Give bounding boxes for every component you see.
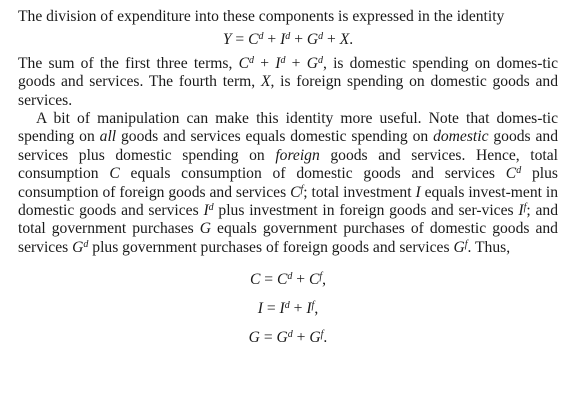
p1-text-a: The sum of the first three terms, bbox=[18, 54, 239, 72]
p1-text-c: , is foreign spending on domestic goods and services. bbox=[18, 73, 559, 109]
sup-d-2: d bbox=[285, 31, 291, 43]
p2-t4: goods and services. Hence, total consumption bbox=[18, 146, 558, 183]
p2-domestic: domestic bbox=[433, 128, 489, 146]
p1-g: G bbox=[306, 54, 318, 72]
lead-sentence bbox=[18, 8, 558, 26]
decomposition-equations bbox=[18, 265, 558, 352]
p2-cd: C bbox=[505, 165, 517, 183]
p2-t2: goods and services equals domestic spending on bbox=[116, 128, 434, 146]
p1-c: C bbox=[238, 54, 250, 72]
p2-c: C bbox=[109, 165, 120, 183]
p2-t7: ; total investment bbox=[303, 183, 416, 201]
p2-all: all bbox=[99, 128, 117, 146]
eq3-gd: G bbox=[276, 329, 288, 347]
eq3-gf: G bbox=[309, 329, 321, 347]
equation-investment: $I = I^d + I^f$, bbox=[257, 300, 319, 318]
equation-consumption: $C = C^d + C^f$, bbox=[249, 271, 327, 289]
p2-t6: plus consumption of foreign goods and services bbox=[18, 165, 558, 201]
equation-government: $G = G^d + G^f$. bbox=[248, 329, 328, 347]
eq2-end: , bbox=[314, 300, 319, 318]
eq3-gf-sup: f bbox=[320, 329, 324, 341]
expenditure-identity: $Y = C^d + I^d + G^d + X$. bbox=[222, 31, 354, 49]
sup-d-1: d bbox=[258, 31, 264, 43]
p2-i: I bbox=[415, 183, 421, 201]
p2-gf-sup: f bbox=[464, 238, 468, 250]
paragraph-sum-terms: The sum of the first three terms, $C^d + I^d + G^d$, is domestic spending on domes-tic goods and services. The fourth term, X, is foreign spending on domestic goods and services. bbox=[18, 54, 559, 109]
eq2-if-sup: f bbox=[311, 300, 315, 312]
p1-sup2: d bbox=[280, 54, 286, 66]
eq-y: Y bbox=[222, 31, 232, 49]
p2-t9: plus investment in foreign goods and ser-vices bbox=[213, 202, 519, 220]
p1-sup1: d bbox=[249, 54, 255, 66]
p2-cf-sup: f bbox=[300, 183, 304, 195]
p2-gd-sup: d bbox=[83, 238, 89, 250]
p1-i: I bbox=[275, 54, 281, 72]
eq1-cf: C bbox=[308, 271, 320, 289]
p2-gd: G bbox=[72, 238, 84, 256]
eq3-gd-sup: d bbox=[287, 329, 293, 341]
eq2-i: I bbox=[257, 300, 263, 318]
p2-t10: ; and total government purchases bbox=[18, 202, 558, 238]
eq1-c: C bbox=[249, 271, 261, 289]
p2-cf: C bbox=[290, 183, 301, 201]
eq1-cd-sup: d bbox=[287, 271, 293, 283]
eq3-g: G bbox=[248, 329, 260, 347]
eq-i: I bbox=[280, 31, 286, 49]
eq-g: G bbox=[306, 31, 319, 49]
p2-t13: . Thus, bbox=[467, 238, 511, 256]
p2-if: I bbox=[518, 202, 524, 220]
p2-g: G bbox=[199, 220, 211, 238]
p1-text-b: , is domestic spending on domes-tic goods and services. The fourth term, bbox=[18, 54, 559, 91]
lead-text: The division of expenditure into these components is expressed in the identity bbox=[18, 8, 505, 25]
eq1-cd: C bbox=[276, 271, 288, 289]
p2-if-sup: f bbox=[523, 202, 527, 214]
eq-x: X bbox=[339, 31, 350, 49]
p1-sup3: d bbox=[317, 54, 323, 66]
p2-t5: equals consumption of domestic goods and services bbox=[119, 165, 506, 183]
eq2-id-sup: d bbox=[284, 300, 290, 312]
p2-id-sup: d bbox=[208, 202, 214, 214]
p1-x: X bbox=[260, 73, 271, 91]
paragraph-manipulation bbox=[18, 110, 558, 257]
eq1-end: , bbox=[322, 271, 327, 289]
eq2-if: I bbox=[306, 300, 312, 318]
p2-foreign: foreign bbox=[275, 146, 320, 164]
eq3-end: . bbox=[323, 329, 328, 347]
eq1-cf-sup: f bbox=[319, 271, 323, 283]
p2-id: I bbox=[203, 202, 209, 220]
p2-cd-sup: d bbox=[516, 165, 522, 177]
p2-t11: equals government purchases of domestic goods and services bbox=[18, 220, 558, 256]
p2-t12: plus government purchases of foreign goods and services bbox=[88, 238, 454, 256]
p2-t8: equals invest-ment in domestic goods and services bbox=[18, 183, 558, 220]
sup-d-3: d bbox=[318, 31, 324, 43]
p2-t3: goods and services plus domestic spending on bbox=[18, 128, 559, 164]
p2-t1: A bit of manipulation can make this identity more useful. Note that domes-tic spending on bbox=[18, 110, 558, 146]
eq-c: C bbox=[248, 31, 259, 49]
p2-gf: G bbox=[453, 238, 465, 256]
eq2-id: I bbox=[279, 300, 285, 318]
